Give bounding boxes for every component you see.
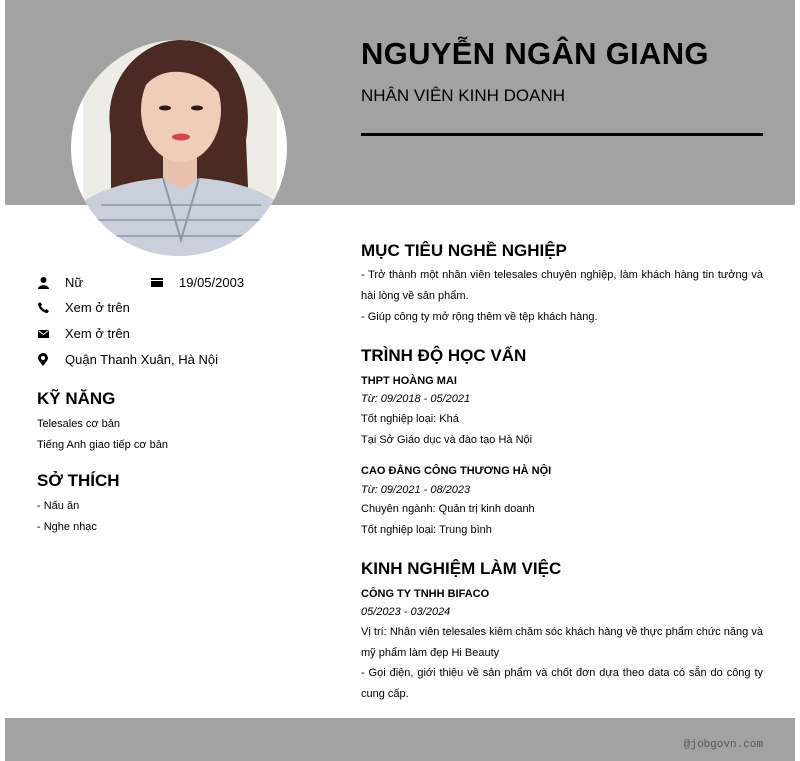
education-line: Tại Sở Giáo dục và đào tạo Hà Nội <box>361 434 533 446</box>
footer-watermark: @jobgovn.com <box>683 739 763 751</box>
work-period: 05/2023 - 03/2024 <box>361 606 451 618</box>
phone-row <box>37 300 130 315</box>
email-icon <box>37 327 49 340</box>
candidate-name: NGUYỄN NGÂN GIANG <box>361 36 709 71</box>
education-line: Chuyên ngành: Quản trị kinh doanh <box>361 503 535 515</box>
job-title: NHÂN VIÊN KINH DOANH <box>361 86 566 105</box>
skill-item: Telesales cơ bản <box>37 418 121 430</box>
gender-row <box>37 275 83 290</box>
header-divider <box>361 133 763 136</box>
profile-photo <box>71 40 287 256</box>
education-line: Tốt nghiệp loại: Trung bình <box>361 524 492 536</box>
experience-heading: KINH NGHIỆM LÀM VIỆC <box>361 559 562 578</box>
hobby-item: - Nấu ăn <box>37 500 80 512</box>
school-name: THPT HOÀNG MAI <box>361 375 457 387</box>
address-value: Quận Thanh Xuân, Hà Nội <box>65 352 218 367</box>
location-pin-icon <box>37 353 49 366</box>
gender-value: Nữ <box>65 275 84 290</box>
phone-value: Xem ở trên <box>65 300 130 315</box>
hobbies-heading: SỞ THÍCH <box>37 471 120 490</box>
school-period: Từ: 09/2021 - 08/2023 <box>361 484 471 496</box>
user-icon <box>37 276 49 289</box>
education-line: Tốt nghiệp loại: Khá <box>361 413 459 425</box>
hobby-item: - Nghe nhạc <box>37 521 97 533</box>
company-name: CÔNG TY TNHH BIFACO <box>361 588 490 600</box>
school-period: Từ: 09/2018 - 05/2021 <box>361 393 471 405</box>
skill-item: Tiếng Anh giao tiếp cơ bản <box>37 439 168 451</box>
experience-line: - Gọi điện, giới thiệu về sản phẩm và chốt đơn dựa theo data có sẵn do công ty cung cấp. <box>361 667 763 700</box>
objective-heading: MỤC TIÊU NGHỀ NGHIỆP <box>361 241 567 260</box>
footer-band <box>5 718 795 761</box>
calendar-icon <box>151 276 163 289</box>
address-row <box>37 352 218 367</box>
skills-heading: KỸ NĂNG <box>37 389 116 408</box>
birthday-value: 19/05/2003 <box>179 275 245 290</box>
objective-line: - Giúp công ty mở rộng thêm về tệp khách hàng. <box>361 311 598 323</box>
phone-icon <box>37 301 49 314</box>
email-row <box>37 326 130 341</box>
education-heading: TRÌNH ĐỘ HỌC VẤN <box>361 346 527 365</box>
experience-line: Vị trí: Nhân viên telesales kiêm chăm sóc khách hàng về thực phẩm chức năng và mỹ phẩm làm đẹp Hi Beauty <box>361 626 763 659</box>
school-name: CAO ĐẲNG CÔNG THƯƠNG HÀ NỘI <box>361 465 552 477</box>
objective-line: - Trở thành một nhân viên telesales chuyên nghiệp, làm khách hàng tin tưởng và hài lòng về sản phẩm. <box>361 269 763 302</box>
birthday-row <box>151 275 244 290</box>
email-value: Xem ở trên <box>65 326 130 341</box>
